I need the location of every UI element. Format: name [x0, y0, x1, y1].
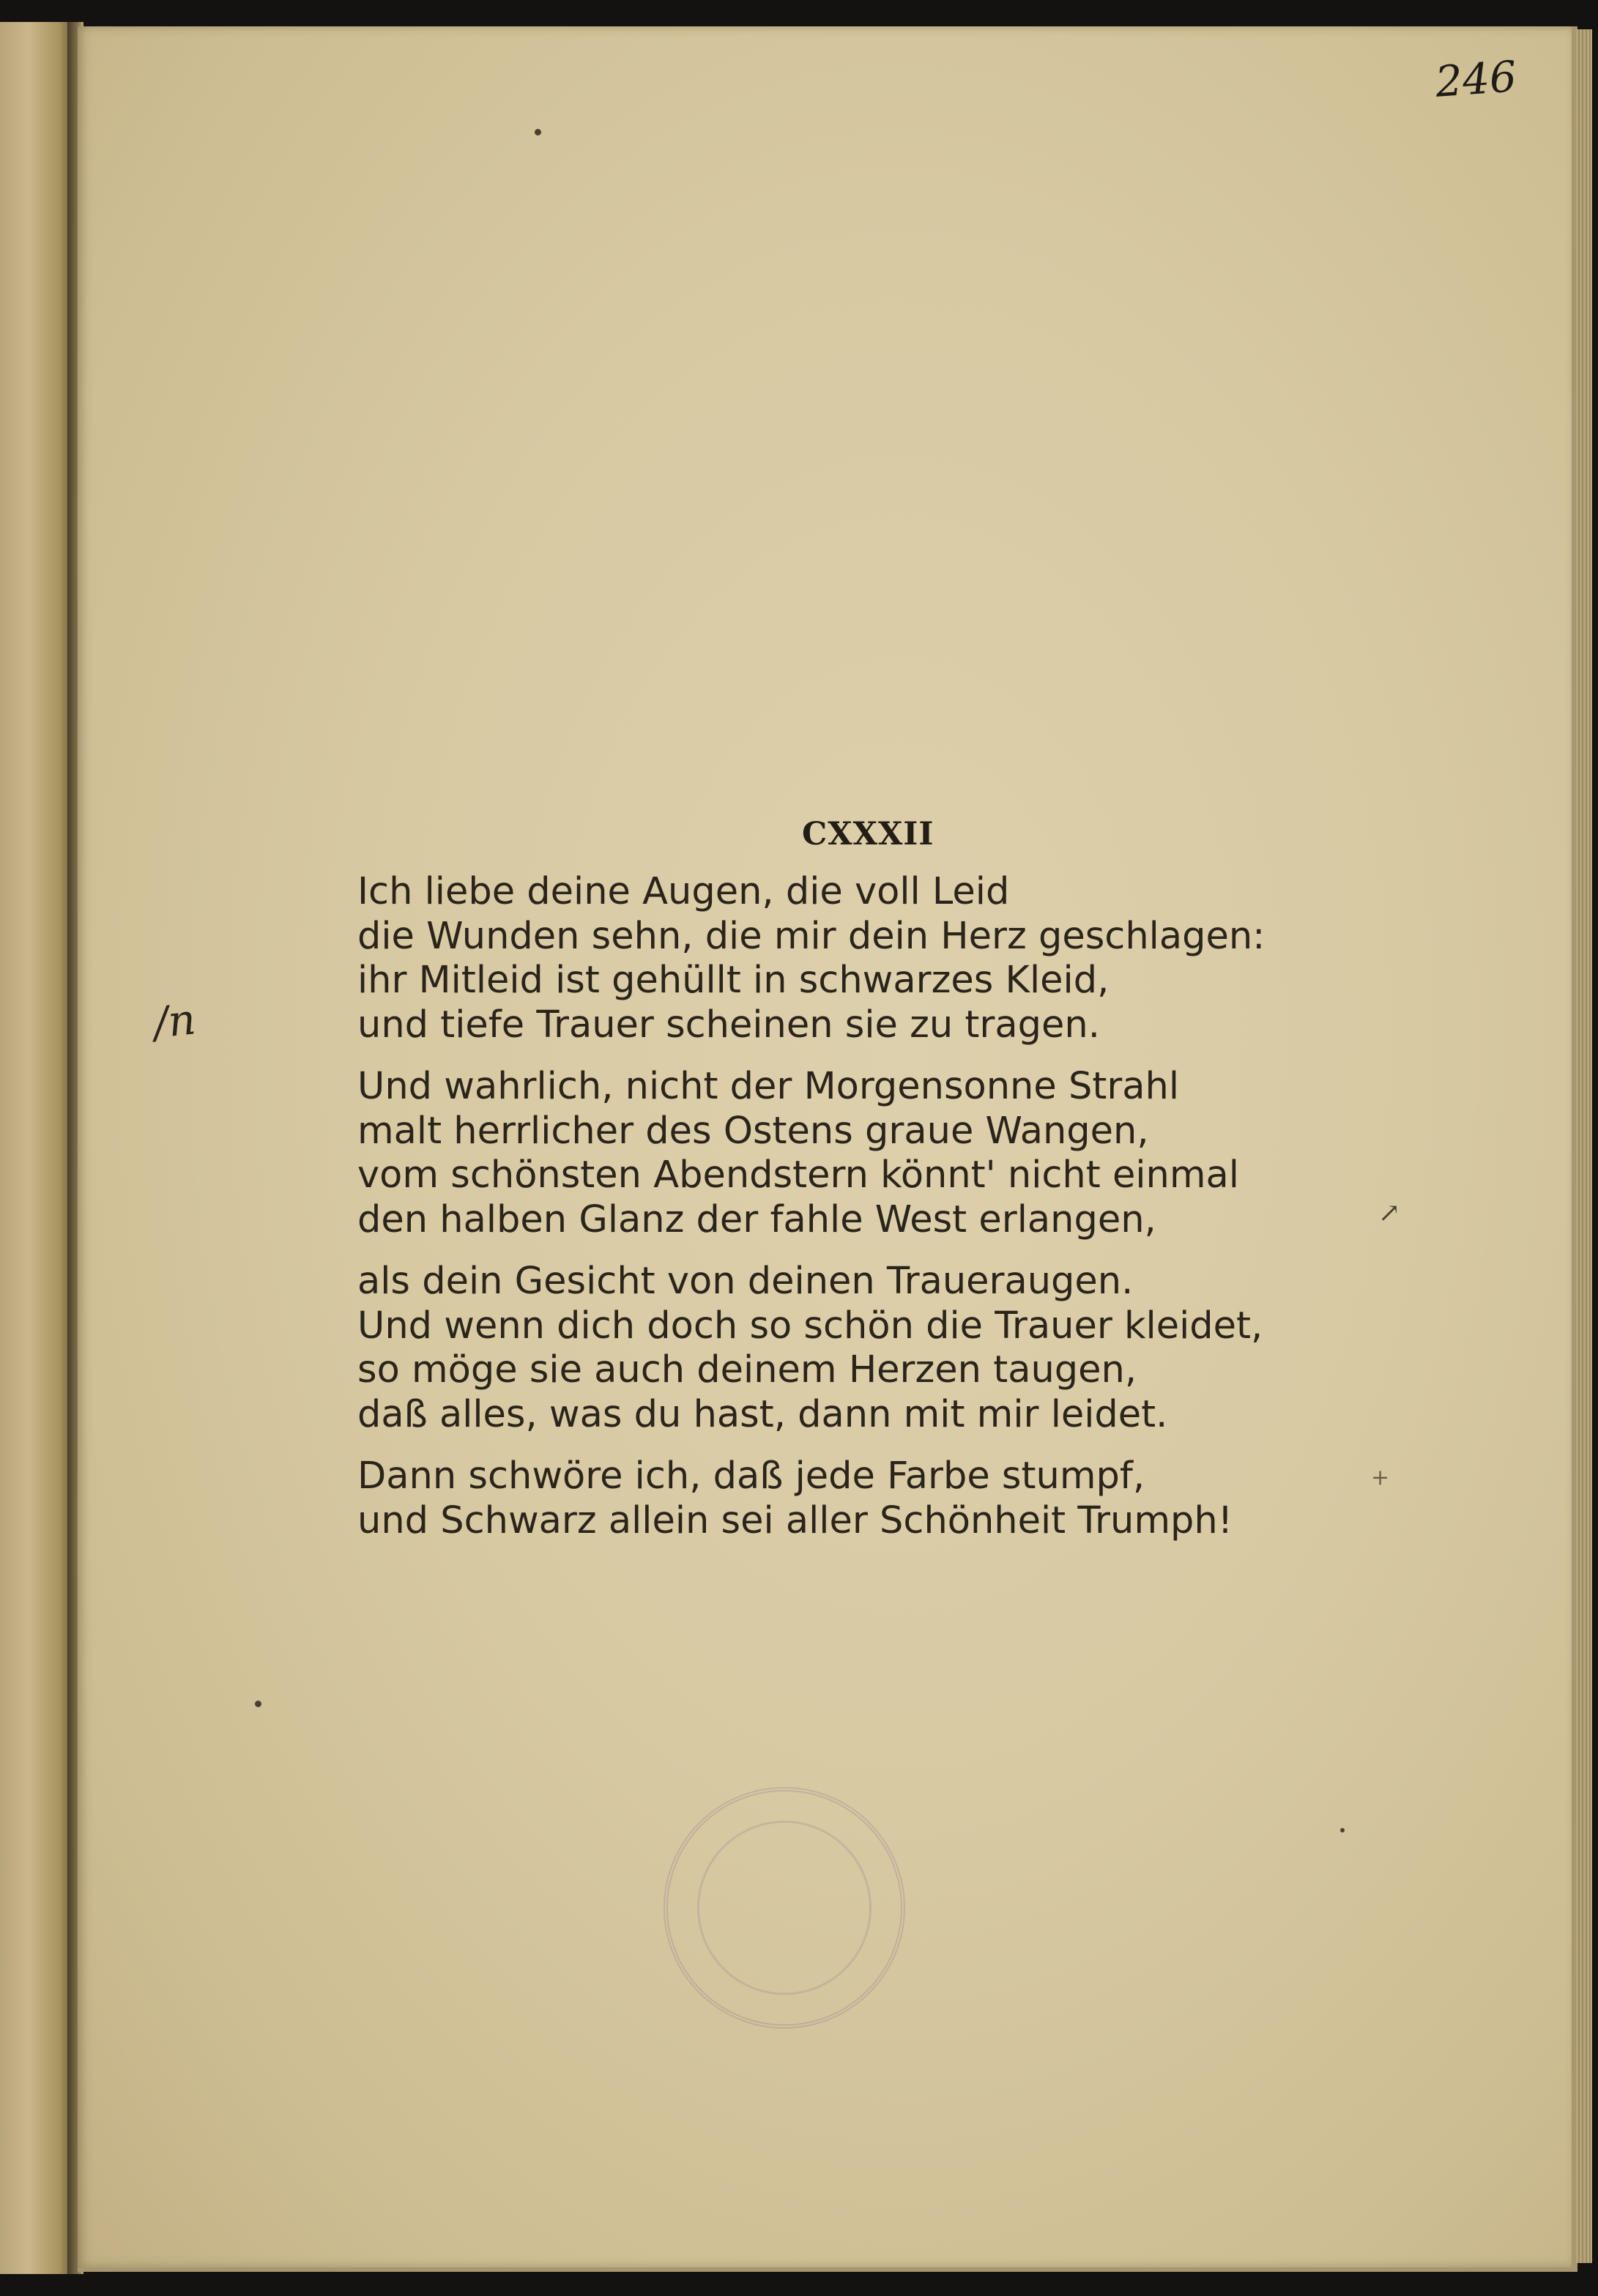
poem-line: Dann schwöre ich, daß jede Farbe stumpf,	[357, 1454, 1145, 1498]
facing-page-edge	[0, 22, 73, 2274]
poem-line: und tiefe Trauer scheinen sie zu tragen.	[357, 1003, 1100, 1047]
poem-line: die Wunden sehn, die mir dein Herz geschlagen:	[357, 914, 1266, 958]
pencil-mark-icon: +	[1371, 1465, 1390, 1490]
poem-line: malt herrlicher des Ostens graue Wangen,	[357, 1109, 1149, 1153]
poem-line: und Schwarz allein sei aller Schönheit Trumph!	[357, 1498, 1233, 1542]
stanza-3	[357, 1260, 1265, 1437]
page-stack-edges	[1576, 29, 1592, 2263]
poem-line: ihr Mitleid ist gehüllt in schwarzes Kleid,	[357, 959, 1110, 1002]
paper-speck	[1340, 1828, 1345, 1832]
poem-line: als dein Gesicht von deinen Traueraugen.	[357, 1260, 1134, 1303]
library-stamp	[664, 1787, 905, 2029]
poem-title: CXXXII	[802, 816, 934, 852]
poem-line: Und wahrlich, nicht der Morgensonne Strahl	[357, 1065, 1180, 1108]
poem-body	[357, 870, 1265, 1543]
pencil-mark-icon: ↗	[1378, 1198, 1401, 1228]
handwritten-margin-note: /n	[151, 994, 198, 1048]
paper-speck	[535, 129, 541, 135]
poem-line: so möge sie auch deinem Herzen taugen,	[357, 1348, 1137, 1392]
library-stamp-inner-ring	[697, 1821, 872, 1995]
poem-line: daß alles, was du hast, dann mit mir leidet.	[357, 1392, 1168, 1436]
poem-line: vom schönsten Abendstern könnt' nicht einmal	[357, 1153, 1239, 1197]
stanza-1	[357, 870, 1265, 1047]
stanza-2	[357, 1065, 1265, 1242]
paper-speck	[255, 1701, 261, 1707]
poem-line: den halben Glanz der fahle West erlangen,	[357, 1197, 1156, 1241]
poem-line: Ich liebe deine Augen, die voll Leid	[357, 870, 1010, 913]
poem-line: Und wenn dich doch so schön die Trauer kleidet,	[357, 1304, 1263, 1348]
page-number: 246	[1433, 51, 1518, 107]
stanza-4	[357, 1454, 1265, 1543]
